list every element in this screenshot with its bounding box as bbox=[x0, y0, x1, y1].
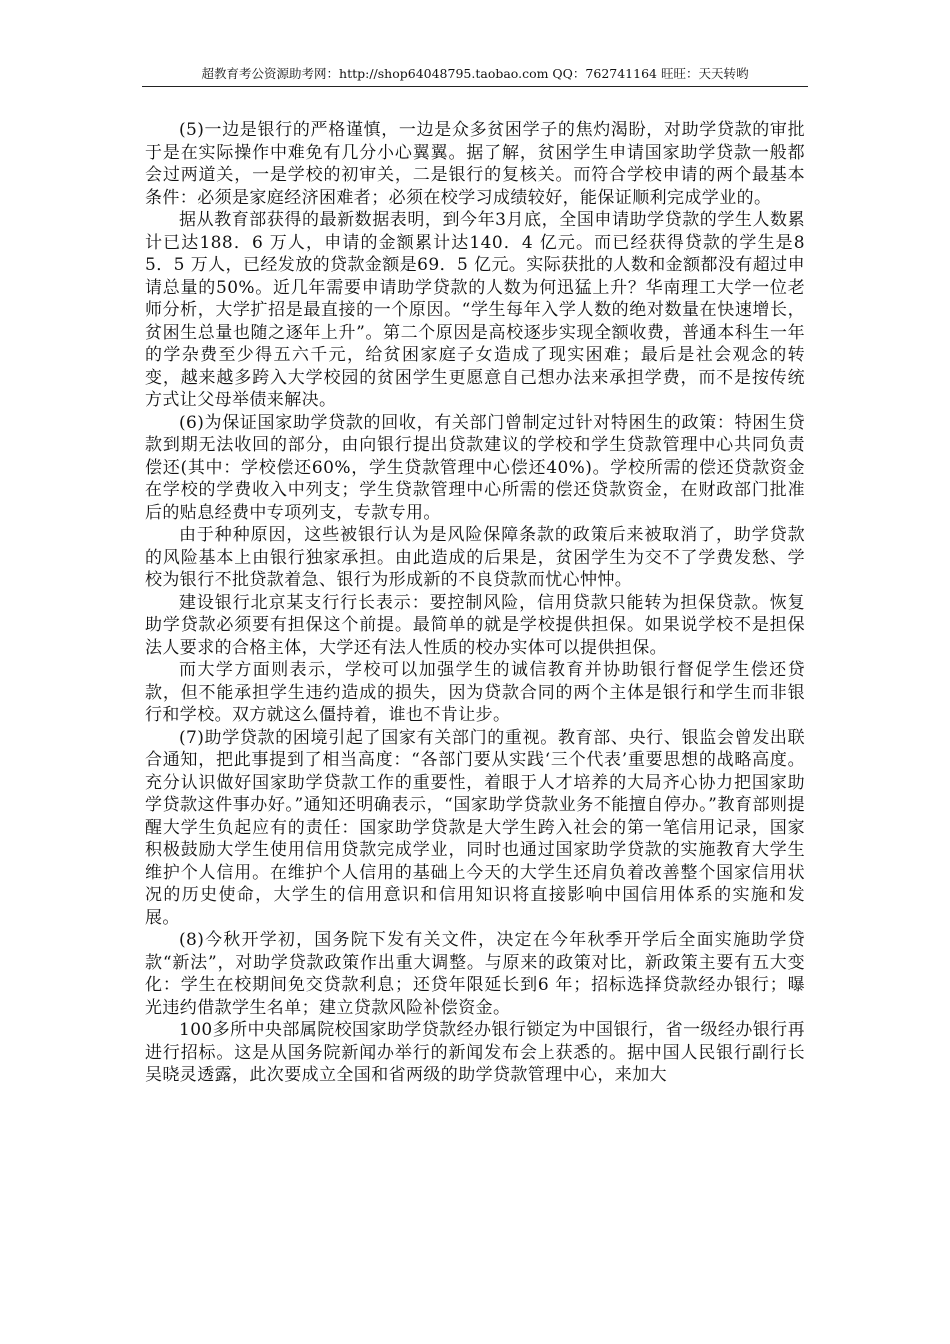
paragraph-loan-statistics: 据从教育部获得的最新数据表明，到今年3月底，全国申请助学贷款的学生人数累计已达188．6 万人，申请的金额累计达140．4 亿元。而已经获得贷款的学生是85．5 万人，已经发放的贷款金额是69．5 亿元。实际获批的人数和金额都没有超过申请总量的50%。近几年需要申请助学贷款的人数为何迅猛上升？华南理工大学一位老师分析，大学扩招是最直接的一个原因。“学生每年入学人数的绝对数量在快速增长，贫困生总量也随之逐年上升”。第二个原因是高校逐步实现全额收费，普通本科生一年的学杂费至少得五六千元，给贫困家庭子女造成了现实困难；最后是社会观念的转变，越来越多跨入大学校园的贫困学生更愿意自己想办法来承担学费，而不是按传统方式让父母举债来解决。 bbox=[145, 210, 805, 410]
paragraph-6-repayment-policy: (6)为保证国家助学贷款的回收，有关部门曾制定过针对特困生的政策：特困生贷款到期无法收回的部分，由向银行提出贷款建议的学校和学生贷款管理中心共同负责偿还(其中：学校偿还60%，学生贷款管理中心偿还40%)。学校所需的偿还贷款资金在学校的学费收入中列支；学生贷款管理中心所需的偿还贷款资金，在财政部门批准后的贴息经费中专项列支，专款专用。 bbox=[145, 412, 805, 523]
paragraph-university-position: 而大学方面则表示，学校可以加强学生的诚信教育并协助银行督促学生偿还贷款，但不能承担学生违约造成的损失，因为贷款合同的两个主体是银行和学生而非银行和学校。双方就这么僵持着，谁也不肯让步。 bbox=[145, 660, 805, 725]
page-header: 超教育考公资源助考网：http://shop64048795.taobao.com QQ：762741164 旺旺：天天转哟 bbox=[201, 66, 749, 81]
paragraph-8-new-policy: (8)今秋开学初，国务院下发有关文件，决定在今年秋季开学后全面实施助学贷款“新法”，对助学贷款政策作出重大调整。与原来的政策对比，新政策主要有五大变化：学生在校期间免交贷款利息；还贷年限延长到6 年；招标选择贷款经办银行；曝光违约借款学生名单；建立贷款风险补偿资金。 bbox=[145, 930, 805, 1018]
paragraph-5-loan-approval: (5)一边是银行的严格谨慎，一边是众多贫困学子的焦灼渴盼，对助学贷款的审批于是在实际操作中难免有几分小心翼翼。据了解，贫困学生申请国家助学贷款一般都会过两道关，一是学校的初审关，二是银行的复核关。而符合学校申请的两个最基本条件：必须是家庭经济困难者；必须在校学习成绩较好，能保证顺利完成学业的。 bbox=[145, 120, 805, 208]
paragraph-7-government-attention: (7)助学贷款的困境引起了国家有关部门的重视。教育部、央行、银监会曾发出联合通知，把此事提到了相当高度：“各部门要从实践‘三个代表’重要思想的战略高度。充分认识做好国家助学贷款工作的重要性，着眼于人才培养的大局齐心协力把国家助学贷款这件事办好。”通知还明确表示，“国家助学贷款业务不能擅自停办。”教育部则提醒大学生负起应有的责任：国家助学贷款是大学生跨入社会的第一笔信用记录，国家积极鼓励大学生使用信用贷款完成学业，同时也通过国家助学贷款的实施教育大学生维护个人信用。在维护个人信用的基础上今天的大学生还肩负着改善整个国家信用状况的历史使命，大学生的信用意识和信用知识将直接影响中国信用体系的实施和发展。 bbox=[145, 727, 805, 928]
paragraph-bank-of-china: 100多所中央部属院校国家助学贷款经办银行锁定为中国银行，省一级经办银行再进行招标。这是从国务院新闻办举行的新闻发布会上获悉的。据中国人民银行副行长吴晓灵透露，此次要成立全国和省两级的助学贷款管理中心，来加大 bbox=[145, 1020, 805, 1085]
article-body bbox=[145, 119, 805, 1087]
paragraph-bank-guarantee: 建设银行北京某支行行长表示：要控制风险，信用贷款只能转为担保贷款。恢复助学贷款必须要有担保这个前提。最简单的就是学校提供担保。如果说学校不是担保法人要求的合格主体，大学还有法人性质的校办实体可以提供担保。 bbox=[145, 592, 805, 658]
header-divider bbox=[142, 86, 808, 87]
paragraph-policy-cancelled: 由于种种原因，这些被银行认为是风险保障条款的政策后来被取消了，助学贷款的风险基本上由银行独家承担。由此造成的后果是，贫困学生为交不了学费发愁、学校为银行不批贷款着急、银行为形成新的不良贷款而忧心忡忡。 bbox=[145, 525, 805, 590]
